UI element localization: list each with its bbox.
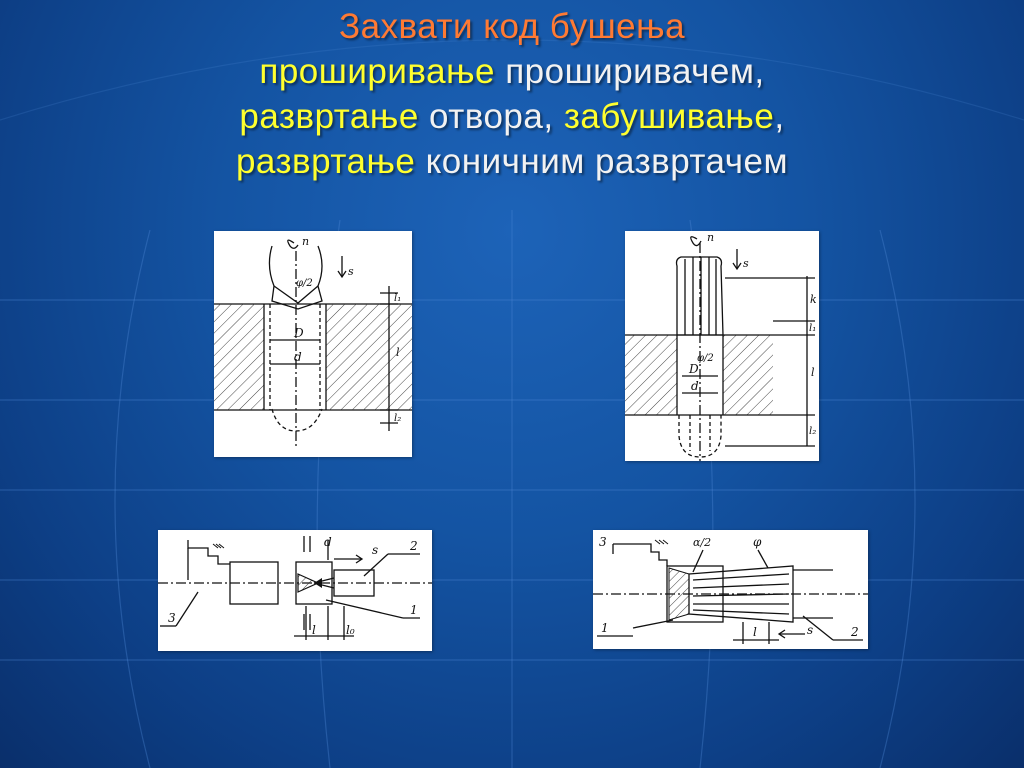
title-comma: ,: [543, 97, 564, 136]
label-d: d: [691, 379, 699, 393]
title-term-reaming: развртање: [239, 97, 419, 136]
label-D: D: [294, 326, 304, 340]
label-d: d: [294, 350, 302, 364]
label-3: 3: [168, 611, 176, 625]
label-l: l: [396, 346, 400, 359]
title-line-3: [0, 94, 1024, 139]
title-line-4: [0, 139, 1024, 184]
label-D: D: [689, 362, 699, 376]
label-l0: l₀: [346, 623, 355, 637]
label-s: s: [807, 623, 814, 637]
label-l: l: [312, 623, 316, 637]
label-n: n: [302, 235, 310, 248]
title-line-2: [0, 49, 1024, 94]
label-s: s: [348, 265, 354, 278]
title-term-taper-reaming: развртање: [235, 142, 416, 181]
label-alpha: α/2: [693, 536, 712, 549]
title-term-countersinking: проширивање: [259, 52, 495, 91]
label-l2: l₂: [809, 426, 817, 437]
label-d: d: [324, 535, 332, 549]
title-heading: Захвати код бушења: [338, 7, 686, 46]
figure-reaming: [625, 231, 819, 461]
label-phi: φ/2: [296, 278, 313, 289]
title-text-taper-reamer: коничним развртачем: [415, 142, 789, 181]
label-s: s: [372, 543, 379, 557]
label-n: n: [707, 231, 715, 244]
label-k: k: [810, 293, 817, 306]
title-text-countersink-tool: проширивачем,: [494, 52, 765, 91]
title-text-hole: отвора: [418, 97, 544, 136]
label-l: l: [811, 366, 815, 379]
figure-taper-reaming: [593, 530, 868, 649]
label-2: 2: [410, 539, 418, 553]
label-l1: l₁: [394, 293, 402, 304]
label-phi: φ: [753, 535, 762, 549]
title-comma-2: ,: [774, 97, 785, 136]
label-1: 1: [410, 603, 418, 617]
slide-title: [0, 4, 1024, 184]
label-s: s: [743, 257, 749, 270]
figure-center-drilling: [158, 530, 432, 651]
label-1: 1: [601, 621, 609, 635]
label-2: 2: [851, 625, 859, 639]
title-line-1: [0, 4, 1024, 49]
figure-countersinking: [214, 231, 412, 457]
title-term-center-drilling: забушивање: [563, 97, 775, 136]
label-phi: φ/2: [697, 353, 714, 364]
label-l1: l₁: [809, 323, 817, 334]
label-l2: l₂: [394, 413, 402, 424]
label-3: 3: [599, 535, 607, 549]
label-l: l: [753, 625, 757, 639]
